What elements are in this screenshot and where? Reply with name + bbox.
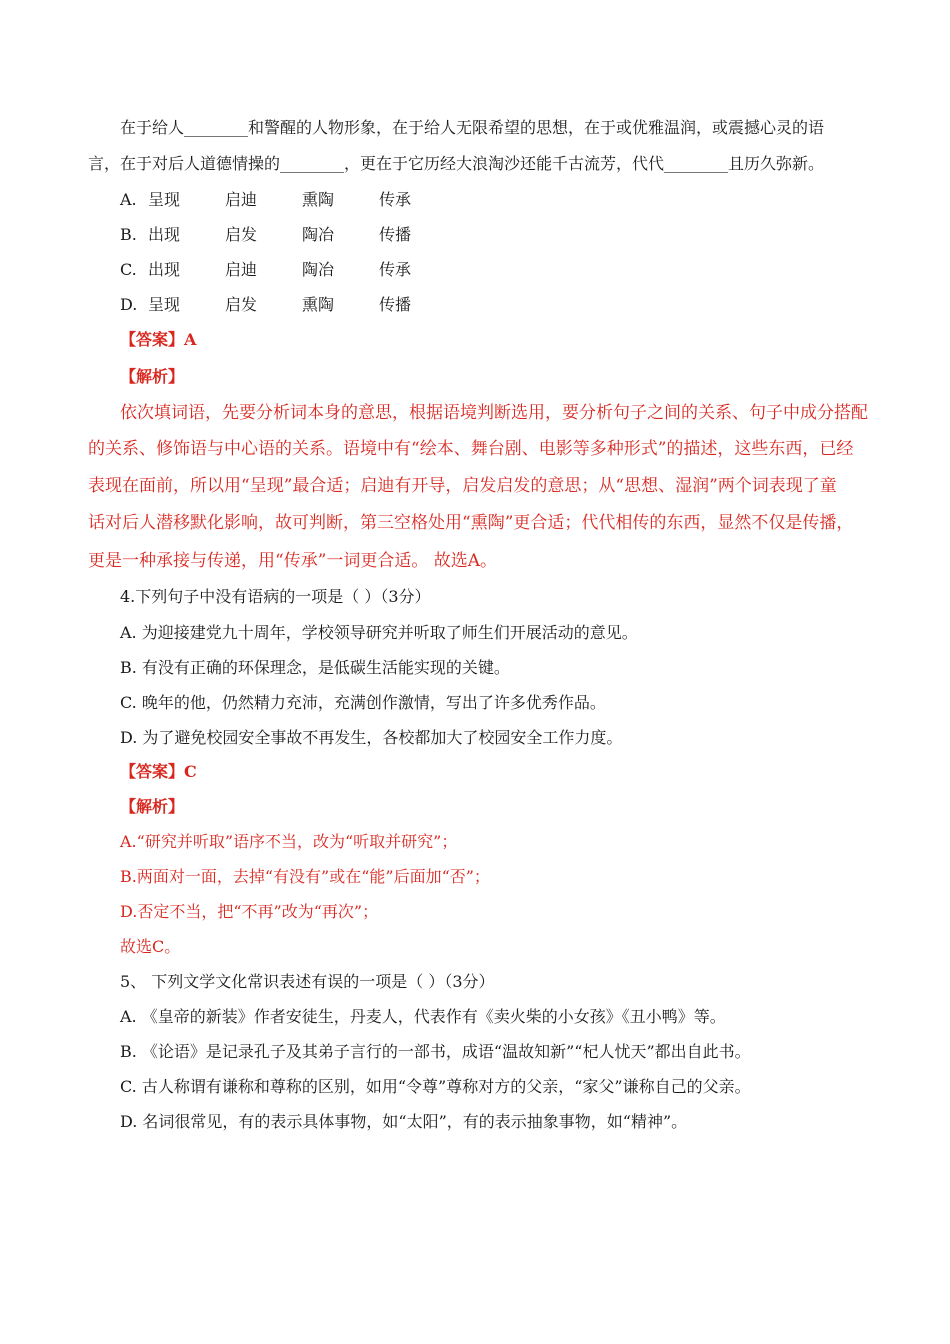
option-letter: B. <box>120 225 137 244</box>
option-word: 启发 <box>225 295 258 314</box>
option-word: 启迪 <box>225 190 258 209</box>
q4-analysis-line: 故选C。 <box>120 937 181 956</box>
option-word: 启发 <box>225 225 258 244</box>
q3-analysis-line: 表现在面前，所以用“呈现”最合适；启迪有开导，启发启发的意思；从“思想、湿润”两个词表现了童 <box>88 476 837 496</box>
option-word: 传承 <box>379 190 412 209</box>
q3-analysis-line: 的关系、修饰语与中心语的关系。语境中有“绘本、舞台剧、电影等多种形式”的描述，这些东西，已经 <box>88 439 854 459</box>
option-letter: A. <box>120 190 137 209</box>
option-word: 呈现 <box>148 190 181 209</box>
q3-option-b[interactable] <box>120 224 456 246</box>
option-letter: D. <box>120 295 138 314</box>
q4-analysis-line: A.“研究并听取”语序不当，改为“听取并研究”； <box>120 832 458 851</box>
option-letter: C. <box>120 260 137 279</box>
q5-stem: 5、 下列文学文化常识表述有误的一项是（ ）（3分） <box>120 972 495 991</box>
option-word: 呈现 <box>148 295 181 314</box>
option-word: 陶冶 <box>302 225 335 244</box>
q4-stem: 4.下列句子中没有语病的一项是（ ）（3分） <box>120 587 431 606</box>
q3-analysis-line: 依次填词语，先要分析词本身的意思，根据语境判断选用，要分析句子之间的关系、句子中成分搭配 <box>120 403 868 423</box>
q3-option-a[interactable] <box>120 189 456 211</box>
q4-analysis-line: B.两面对一面，去掉“有没有”或在“能”后面加“否”； <box>120 867 490 886</box>
q4-option-c[interactable]: C. 晚年的他，仍然精力充沛，充满创作激情，写出了许多优秀作品。 <box>120 693 606 712</box>
option-word: 出现 <box>148 260 181 279</box>
q4-answer-tag: 【答案】C <box>120 762 197 781</box>
option-word: 熏陶 <box>302 295 335 314</box>
q3-answer-tag: 【答案】A <box>120 330 197 349</box>
option-word: 传播 <box>379 295 412 314</box>
q3-analysis-line: 话对后人潜移默化影响，故可判断，第三空格处用“熏陶”更合适；代代相传的东西，显然不仅是传播， <box>88 513 854 533</box>
q3-analysis-line: 更是一种承接与传递，用“传承”一词更合适。 故选A。 <box>88 551 498 571</box>
q3-analysis-tag: 【解析】 <box>120 367 185 386</box>
q4-option-a[interactable]: A. 为迎接建党九十周年，学校领导研究并听取了师生们开展活动的意见。 <box>120 623 638 642</box>
q3-option-c[interactable] <box>120 259 456 281</box>
q5-option-c[interactable]: C. 古人称谓有谦称和尊称的区别，如用“令尊”尊称对方的父亲，“家父”谦称自己的父亲。 <box>120 1077 751 1096</box>
q5-option-d[interactable]: D. 名词很常见，有的表示具体事物，如“太阳”，有的表示抽象事物，如“精神”。 <box>120 1112 688 1131</box>
q3-option-d[interactable] <box>120 294 456 316</box>
q4-option-b[interactable]: B. 有没有正确的环保理念，是低碳生活能实现的关键。 <box>120 658 510 677</box>
option-word: 启迪 <box>225 260 258 279</box>
option-word: 出现 <box>148 225 181 244</box>
q4-analysis-line: D.否定不当，把“不再”改为“再次”； <box>120 902 379 921</box>
option-word: 传播 <box>379 225 412 244</box>
q5-option-b[interactable]: B. 《论语》是记录孔子及其弟子言行的一部书，成语“温故知新”“杞人忧天”都出自此书。 <box>120 1042 751 1061</box>
option-word: 熏陶 <box>302 190 335 209</box>
q4-option-d[interactable]: D. 为了避免校园安全事故不再发生，各校都加大了校园安全工作力度。 <box>120 728 623 747</box>
q3-stem-line-1: 在于给人________和警醒的人物形象，在于给人无限希望的思想，在于或优雅温润，或震撼心灵的语 <box>120 118 825 137</box>
q5-option-a[interactable]: A. 《皇帝的新装》作者安徒生，丹麦人，代表作有《卖火柴的小女孩》《丑小鸭》等。 <box>120 1007 726 1026</box>
q3-stem-line-2: 言，在于对后人道德情操的________，更在于它历经大浪淘沙还能千古流芳，代代________且历久弥新。 <box>88 154 825 173</box>
option-word: 陶冶 <box>302 260 335 279</box>
option-word: 传承 <box>379 260 412 279</box>
q4-analysis-tag: 【解析】 <box>120 797 185 816</box>
